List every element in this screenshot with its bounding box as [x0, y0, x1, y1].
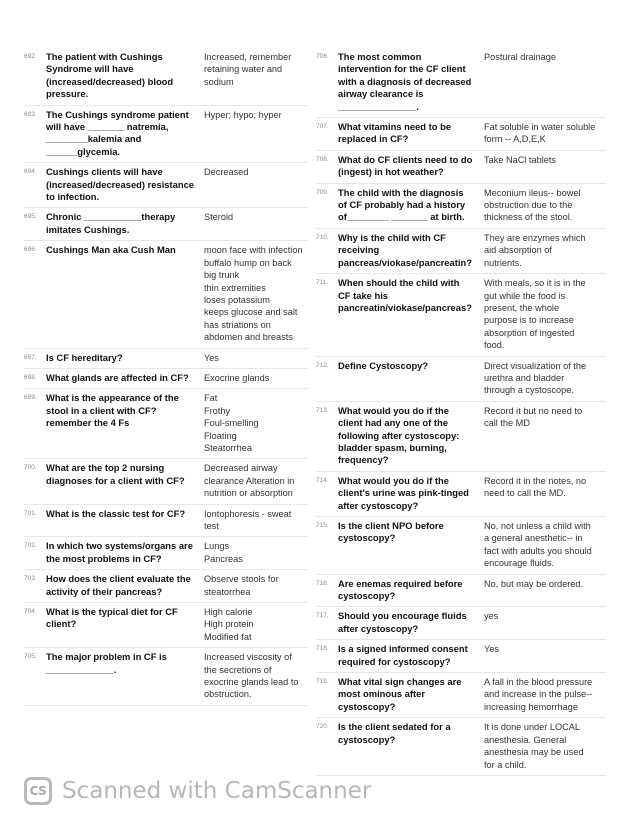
card-question: What glands are affected in CF? — [46, 371, 189, 383]
card-question: What is the classic test for CF? — [46, 507, 186, 519]
card-answer: Postural drainage — [484, 52, 557, 62]
card-question: What vital sign changes are most ominous after cystoscopy? — [338, 676, 462, 712]
card-question: Is the client NPO before cystoscopy? — [338, 520, 444, 544]
card-number: 705. — [24, 653, 37, 661]
card-answer: Steroid — [204, 212, 234, 223]
card-answer: Record it but no need to call the MD — [484, 405, 583, 429]
card-question: What do CF clients need to do (ingest) in hot weather? — [338, 153, 473, 178]
flashcard-row — [316, 402, 606, 472]
card-number: 703. — [24, 575, 37, 583]
flashcard-row — [24, 106, 308, 164]
flashcard-row — [316, 673, 606, 718]
card-question: Is the client sedated for a cystoscopy? — [338, 721, 451, 745]
card-number: 695. — [24, 213, 37, 221]
card-number: 693. — [24, 110, 37, 118]
card-question: Are enemas required before cystoscopy? — [338, 577, 463, 602]
card-number: 697. — [24, 353, 37, 361]
card-number: 699. — [24, 394, 37, 402]
card-number: 711. — [316, 279, 329, 287]
card-question: Should you encourage fluids after cystoscopy? — [338, 610, 467, 634]
card-answer: Meconium ileus-- bowel obstruction due to the thickness of the stool. — [484, 187, 581, 223]
card-number: 715. — [316, 522, 329, 529]
flashcard-row — [316, 118, 606, 151]
card-answer: Direct visualization of the urethra and bladder through a cystoscope. — [484, 360, 587, 396]
card-question: What is the appearance of the stool in a client with CF? remember the 4 Fs — [46, 392, 179, 429]
card-answer: Exocrine glands — [204, 372, 270, 383]
flashcard-row — [24, 241, 308, 348]
card-number: 708. — [316, 155, 329, 163]
flashcard-row — [316, 718, 606, 776]
camscanner-watermark — [24, 774, 371, 808]
flashcard-row — [24, 163, 308, 208]
flashcard-row — [316, 640, 606, 673]
card-number: 696. — [24, 246, 37, 254]
flashcard-row — [316, 472, 606, 517]
card-answer: With meals, so it is in the gut while the food is present, the whole purpose is to increase absorption of ingested food. — [484, 278, 586, 351]
card-question: What are the top 2 nursing diagnoses for a client with CF? — [46, 462, 185, 486]
card-question: Chronic ___________therapy imitates Cushings. — [46, 211, 176, 235]
card-answer: Iontophoresis - sweat test — [204, 508, 292, 531]
card-number: 712. — [316, 361, 329, 369]
card-question: When should the child with CF take his pancreatin/viokase/pancreas? — [338, 277, 472, 313]
card-number: 710. — [316, 233, 329, 241]
card-answer: A fall in the blood pressure and increase in the pulse-- increasing hemorrhage — [484, 677, 593, 712]
card-answer: Increased, remember retaining water and sodium — [204, 52, 292, 87]
card-answer: Decreased — [204, 167, 249, 178]
card-answer: Lungs Pancreas — [204, 541, 243, 564]
card-question: The major problem in CF is _____________. — [46, 651, 167, 675]
flashcard-row — [24, 349, 308, 369]
card-number: 720. — [316, 723, 329, 731]
card-question: Is CF hereditary? — [46, 351, 123, 363]
camscanner-logo-icon: CS — [24, 777, 52, 805]
flashcard-row — [24, 505, 308, 538]
card-answer: Take NaCl tablets — [484, 154, 557, 165]
card-question: In which two systems/organs are the most problems in CF? — [46, 540, 193, 564]
card-answer: Fat Frothy Foul-smelling Floating Steatorrhea — [204, 393, 259, 453]
flashcard-row — [316, 357, 606, 402]
flashcard-row — [24, 208, 308, 241]
flashcard-row — [24, 648, 308, 706]
left-column — [24, 48, 308, 706]
flashcard-row — [316, 607, 606, 640]
card-question: Cushings clients will have (increased/decreased) resistance to infection. — [46, 166, 194, 203]
watermark-text: Scanned with CamScanner — [62, 778, 372, 804]
right-column — [316, 48, 606, 776]
card-question: How does the client evaluate the activity of their pancreas? — [46, 573, 191, 597]
card-question: Why is the child with CF receiving pancreas/viokase/pancreatin? — [338, 231, 472, 268]
card-answer: No, not unless a child with a general anesthetic-- in fact with adults you should encourage fluids. — [484, 521, 592, 569]
card-number: 709. — [316, 188, 329, 196]
flashcard-row — [24, 369, 308, 389]
card-number: 718. — [316, 645, 329, 653]
card-question: What would you do if the client's urine was pink-tinged after cystoscopy? — [338, 474, 469, 511]
card-number: 694. — [24, 168, 37, 176]
flashcard-row — [24, 459, 308, 504]
card-question: What would you do if the client had any one of the following after cystoscopy: bladder spasm, burning, frequency? — [338, 404, 460, 466]
card-number: 713. — [316, 406, 329, 414]
card-answer: Fat soluble in water soluble form -- A,D,E,K — [484, 122, 596, 145]
card-answer: They are enzymes which aid absorption of nutrients. — [484, 232, 586, 268]
card-question: Define Cystoscopy? — [338, 359, 429, 371]
card-number: 692. — [24, 53, 37, 60]
card-question: The Cushings syndrome patient will have _______ natremia, ________kalemia and ______glycemia. — [46, 108, 189, 157]
card-answer: Observe stools for steatorrhea — [204, 574, 279, 597]
card-answer: Yes — [204, 352, 219, 363]
flashcard-row — [24, 537, 308, 570]
card-answer: Yes — [484, 644, 499, 655]
card-question: What vitamins need to be replaced in CF? — [338, 121, 452, 145]
flashcard-row — [24, 389, 308, 459]
card-number: 706. — [316, 53, 329, 60]
card-number: 717. — [316, 612, 329, 620]
flashcard-row — [316, 48, 606, 118]
card-answer: Increased viscosity of the secretions of exocrine glands lead to obstruction. — [204, 652, 299, 700]
flashcard-row — [24, 48, 308, 106]
card-answer: High calorie High protein Modified fat — [204, 607, 254, 642]
card-answer: Decreased airway clearance Alteration in nutrition or absorption — [204, 463, 295, 499]
card-answer: Record it in the notes, no need to call the MD. — [484, 475, 587, 499]
flashcard-row — [316, 575, 606, 608]
card-answer: yes — [484, 611, 499, 622]
card-number: 707. — [316, 123, 329, 131]
card-number: 702. — [24, 542, 37, 550]
card-number: 698. — [24, 373, 37, 381]
card-number: 700. — [24, 464, 37, 472]
card-question: Is a signed informed consent required for cystoscopy? — [338, 643, 468, 667]
card-number: 719. — [316, 678, 329, 686]
card-question: The most common intervention for the CF client with a diagnosis of decreased airway clearance is _______________. — [338, 51, 472, 112]
card-question: The child with the diagnosis of CF probably had a history of________ _______ at birth. — [338, 186, 466, 223]
card-number: 716. — [316, 579, 329, 587]
card-number: 704. — [24, 608, 37, 616]
flashcard-row — [316, 517, 606, 575]
card-number: 714. — [316, 476, 329, 484]
card-number: 701. — [24, 509, 37, 517]
flashcard-row — [316, 151, 606, 184]
flashcard-row — [316, 274, 606, 356]
flashcard-row — [316, 184, 606, 229]
card-question: Cushings Man aka Cush Man — [46, 244, 176, 256]
card-question: What is the typical diet for CF client? — [46, 606, 178, 630]
flashcard-row — [24, 603, 308, 648]
card-question: The patient with Cushings Syndrome will have (increased/decreased) blood pressure. — [46, 51, 174, 100]
card-answer: It is done under LOCAL anesthesia. General anesthesia may be used for a child. — [484, 722, 584, 770]
card-answer: Hyper; hypo; hyper — [204, 109, 282, 120]
card-answer: moon face with infection buffalo hump on back big trunk thin extremities loses potassium keeps glucose and salt has striations on abdomen and breasts — [204, 245, 303, 343]
flashcard-row — [316, 229, 606, 274]
flashcard-row — [24, 570, 308, 603]
card-answer: No, but may be ordered. — [484, 578, 584, 589]
